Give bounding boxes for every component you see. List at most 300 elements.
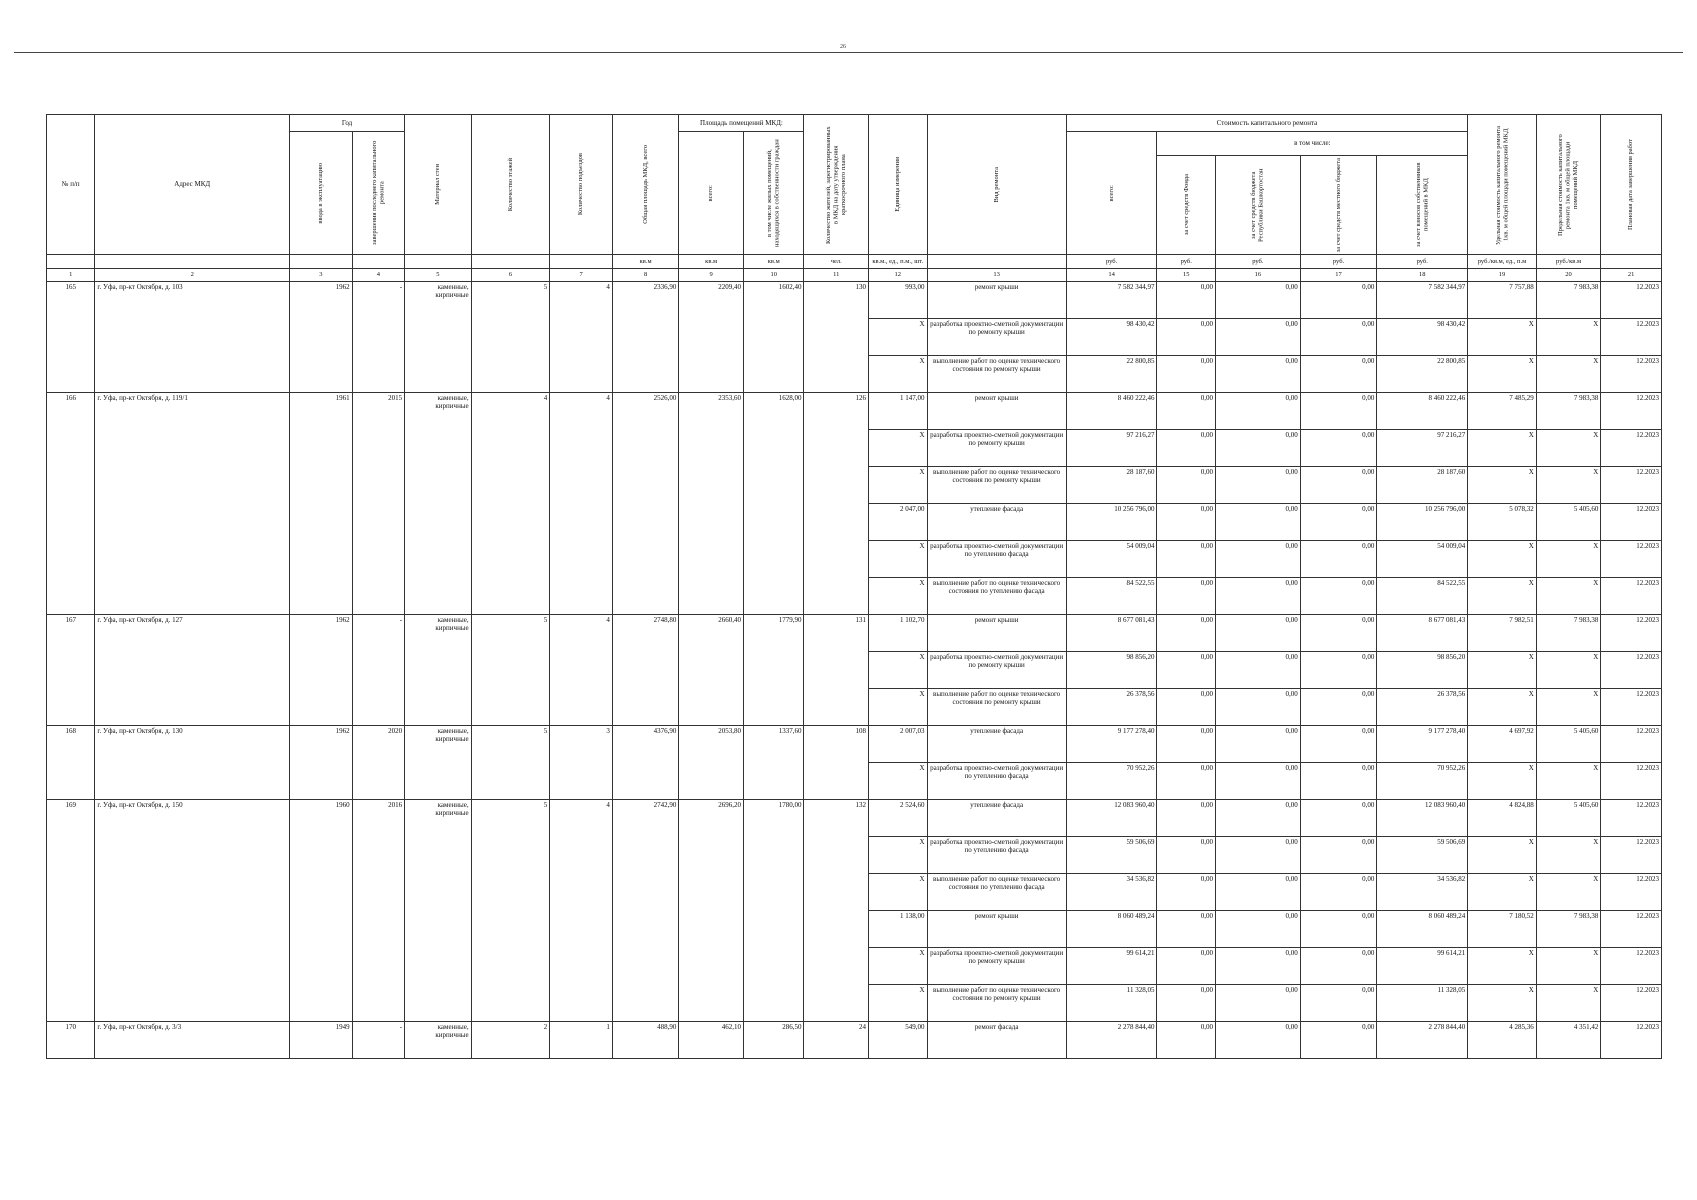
max-unit-cost: X — [1536, 985, 1601, 1022]
column-number: 10 — [743, 269, 804, 282]
cost-region-budget: 0,00 — [1215, 763, 1300, 800]
column-number: 13 — [927, 269, 1066, 282]
max-unit-cost: X — [1536, 874, 1601, 911]
column-number: 20 — [1536, 269, 1601, 282]
header-unit: Единица измерения — [869, 115, 928, 255]
header-residents: Количество жителей, зарегистрированных в МКД на дату утверждения краткосрочного плана — [804, 115, 869, 255]
floors-count: 2 — [471, 1022, 550, 1059]
cost-total: 7 582 344,97 — [1066, 282, 1157, 319]
page-number: 26 — [840, 44, 846, 50]
cost-total: 98 430,42 — [1066, 319, 1157, 356]
max-unit-cost: X — [1536, 356, 1601, 393]
year-last-repair: 2015 — [352, 393, 404, 615]
cost-total: 28 187,60 — [1066, 467, 1157, 504]
header-max-cost: Предельная стоимость капитального ремонта 1кв. м общей площади помещений МКД — [1536, 115, 1601, 255]
cost-owners: 98 856,20 — [1377, 652, 1468, 689]
cost-owners: 7 582 344,97 — [1377, 282, 1468, 319]
plan-date: 12.2023 — [1601, 1022, 1662, 1059]
cost-fund: 0,00 — [1157, 467, 1216, 504]
wall-material: каменные, кирпичные — [405, 800, 472, 1022]
area-total: 2353,60 — [679, 393, 744, 615]
year-last-repair: 2016 — [352, 800, 404, 1022]
repair-type: ремонт крыши — [927, 615, 1066, 652]
cost-region-budget: 0,00 — [1215, 467, 1300, 504]
cost-fund: 0,00 — [1157, 430, 1216, 467]
residents-count: 126 — [804, 393, 869, 615]
table-row — [47, 726, 1662, 763]
unit-cell — [471, 255, 550, 269]
work-unit-amount: 2 524,60 — [869, 800, 928, 837]
year-commission: 1949 — [290, 1022, 353, 1059]
column-number: 18 — [1377, 269, 1468, 282]
entrances-count: 1 — [550, 1022, 613, 1059]
work-unit-amount: X — [869, 874, 928, 911]
header-region-budget: за счет средств бюджета Республики Башкортостан — [1215, 156, 1300, 255]
repair-type: утепление фасада — [927, 726, 1066, 763]
max-unit-cost: 5 405,60 — [1536, 800, 1601, 837]
unit-cost: X — [1468, 948, 1537, 985]
work-unit-amount: X — [869, 652, 928, 689]
header-year-commission: ввода в эксплуатацию — [290, 132, 353, 255]
cost-region-budget: 0,00 — [1215, 615, 1300, 652]
cost-region-budget: 0,00 — [1215, 504, 1300, 541]
column-number: 21 — [1601, 269, 1662, 282]
cost-owners: 28 187,60 — [1377, 467, 1468, 504]
unit-cell — [47, 255, 95, 269]
unit-cell: руб. — [1066, 255, 1157, 269]
repair-type: выполнение работ по оценке технического состояния по ремонту крыши — [927, 467, 1066, 504]
plan-date: 12.2023 — [1601, 430, 1662, 467]
cost-fund: 0,00 — [1157, 356, 1216, 393]
cost-total: 26 378,56 — [1066, 689, 1157, 726]
repair-type: ремонт крыши — [927, 282, 1066, 319]
unit-cell — [352, 255, 404, 269]
max-unit-cost: X — [1536, 430, 1601, 467]
year-commission: 1960 — [290, 800, 353, 1022]
residents-count: 132 — [804, 800, 869, 1022]
cost-fund: 0,00 — [1157, 615, 1216, 652]
cost-local-budget: 0,00 — [1300, 689, 1377, 726]
cost-total: 59 506,69 — [1066, 837, 1157, 874]
unit-cell: руб./кв.м, ед., п.м — [1468, 255, 1537, 269]
cost-owners: 11 328,05 — [1377, 985, 1468, 1022]
work-unit-amount: 993,00 — [869, 282, 928, 319]
max-unit-cost: 4 351,42 — [1536, 1022, 1601, 1059]
unit-cell: руб. — [1157, 255, 1216, 269]
house-address: г. Уфа, пр-кт Октября, д. 150 — [95, 800, 290, 1022]
area-living: 1337,60 — [743, 726, 804, 800]
cost-fund: 0,00 — [1157, 985, 1216, 1022]
column-number: 17 — [1300, 269, 1377, 282]
year-last-repair: - — [352, 1022, 404, 1059]
unit-cost: 7 757,88 — [1468, 282, 1537, 319]
unit-cell: руб. — [1300, 255, 1377, 269]
cost-local-budget: 0,00 — [1300, 430, 1377, 467]
cost-owners: 8 677 081,43 — [1377, 615, 1468, 652]
repair-type: ремонт фасада — [927, 1022, 1066, 1059]
unit-cost: X — [1468, 652, 1537, 689]
column-number: 12 — [869, 269, 928, 282]
house-address: г. Уфа, пр-кт Октября, д. 130 — [95, 726, 290, 800]
unit-cost: X — [1468, 689, 1537, 726]
column-number: 1 — [47, 269, 95, 282]
header-repair-type: Вид ремонта — [927, 115, 1066, 255]
unit-cell: кв.м — [679, 255, 744, 269]
plan-date: 12.2023 — [1601, 837, 1662, 874]
unit-cost: 5 078,32 — [1468, 504, 1537, 541]
work-unit-amount: X — [869, 578, 928, 615]
work-unit-amount: X — [869, 467, 928, 504]
area-total: 2696,20 — [679, 800, 744, 1022]
header-cost-group: Стоимость капитального ремонта — [1066, 115, 1468, 132]
top-rule — [14, 52, 1683, 53]
area-total: 2660,40 — [679, 615, 744, 726]
plan-date: 12.2023 — [1601, 874, 1662, 911]
house-address: г. Уфа, пр-кт Октября, д. 119/1 — [95, 393, 290, 615]
header-floors: Количество этажей — [471, 115, 550, 255]
cost-owners: 97 216,27 — [1377, 430, 1468, 467]
cost-local-budget: 0,00 — [1300, 356, 1377, 393]
repair-type: утепление фасада — [927, 504, 1066, 541]
unit-cell: кв.м., ед., п.м., шт. — [869, 255, 928, 269]
cost-region-budget: 0,00 — [1215, 911, 1300, 948]
cost-fund: 0,00 — [1157, 393, 1216, 430]
unit-cost: X — [1468, 430, 1537, 467]
cost-local-budget: 0,00 — [1300, 1022, 1377, 1059]
cost-owners: 34 536,82 — [1377, 874, 1468, 911]
max-unit-cost: X — [1536, 652, 1601, 689]
residents-count: 130 — [804, 282, 869, 393]
cost-local-budget: 0,00 — [1300, 504, 1377, 541]
plan-date: 12.2023 — [1601, 763, 1662, 800]
repair-type: выполнение работ по оценке технического состояния по ремонту крыши — [927, 985, 1066, 1022]
cost-owners: 99 614,21 — [1377, 948, 1468, 985]
header-plan-date: Плановая дата завершения работ — [1601, 115, 1662, 255]
header-entrances: Количество подъездов — [550, 115, 613, 255]
plan-date: 12.2023 — [1601, 615, 1662, 652]
column-number: 6 — [471, 269, 550, 282]
total-area: 2742,90 — [612, 800, 679, 1022]
header-area-group: Площадь помещений МКД: — [679, 115, 804, 132]
column-number: 8 — [612, 269, 679, 282]
house-number: 167 — [47, 615, 95, 726]
work-unit-amount: X — [869, 985, 928, 1022]
cost-total: 22 800,85 — [1066, 356, 1157, 393]
unit-cost: X — [1468, 985, 1537, 1022]
cost-total: 2 278 844,40 — [1066, 1022, 1157, 1059]
max-unit-cost: X — [1536, 319, 1601, 356]
column-number: 15 — [1157, 269, 1216, 282]
area-total: 2209,40 — [679, 282, 744, 393]
work-unit-amount: 1 147,00 — [869, 393, 928, 430]
max-unit-cost: 5 405,60 — [1536, 726, 1601, 763]
cost-region-budget: 0,00 — [1215, 948, 1300, 985]
cost-fund: 0,00 — [1157, 837, 1216, 874]
plan-date: 12.2023 — [1601, 689, 1662, 726]
header-fund: за счет средств Фонда — [1157, 156, 1216, 255]
unit-cost: 4 697,92 — [1468, 726, 1537, 763]
cost-fund: 0,00 — [1157, 726, 1216, 763]
cost-total: 97 216,27 — [1066, 430, 1157, 467]
cost-owners: 10 256 796,00 — [1377, 504, 1468, 541]
plan-date: 12.2023 — [1601, 985, 1662, 1022]
table-row — [47, 800, 1662, 837]
unit-cell: руб./кв.м — [1536, 255, 1601, 269]
cost-owners: 8 060 489,24 — [1377, 911, 1468, 948]
repair-type: разработка проектно-сметной документации по ремонту крыши — [927, 652, 1066, 689]
cost-region-budget: 0,00 — [1215, 985, 1300, 1022]
plan-date: 12.2023 — [1601, 319, 1662, 356]
cost-total: 8 060 489,24 — [1066, 911, 1157, 948]
table-body — [47, 282, 1662, 1059]
cost-region-budget: 0,00 — [1215, 689, 1300, 726]
cost-owners: 54 009,04 — [1377, 541, 1468, 578]
cost-fund: 0,00 — [1157, 800, 1216, 837]
cost-local-budget: 0,00 — [1300, 282, 1377, 319]
max-unit-cost: X — [1536, 541, 1601, 578]
area-living: 1628,00 — [743, 393, 804, 615]
column-numbers-row — [47, 269, 1662, 282]
header-wall-material: Материал стен — [405, 115, 472, 255]
table-header — [47, 115, 1662, 282]
max-unit-cost: X — [1536, 948, 1601, 985]
repair-plan-table — [46, 114, 1662, 1059]
cost-region-budget: 0,00 — [1215, 1022, 1300, 1059]
floors-count: 4 — [471, 393, 550, 615]
header-area-total: всего: — [679, 132, 744, 255]
header-unit-cost: Удельная стоимость капитального ремонта 1кв. м общей площади помещений МКД — [1468, 115, 1537, 255]
unit-cost: X — [1468, 467, 1537, 504]
unit-cell — [290, 255, 353, 269]
cost-region-budget: 0,00 — [1215, 874, 1300, 911]
unit-cost: X — [1468, 356, 1537, 393]
table-row — [47, 1022, 1662, 1059]
total-area: 4376,90 — [612, 726, 679, 800]
repair-type: выполнение работ по оценке технического состояния по ремонту крыши — [927, 689, 1066, 726]
plan-date: 12.2023 — [1601, 467, 1662, 504]
year-last-repair: - — [352, 282, 404, 393]
header-cost-total: всего: — [1066, 132, 1157, 255]
column-number: 4 — [352, 269, 404, 282]
house-number: 168 — [47, 726, 95, 800]
unit-cost: X — [1468, 319, 1537, 356]
wall-material: каменные, кирпичные — [405, 615, 472, 726]
year-commission: 1962 — [290, 726, 353, 800]
max-unit-cost: X — [1536, 837, 1601, 874]
cost-region-budget: 0,00 — [1215, 393, 1300, 430]
plan-date: 12.2023 — [1601, 393, 1662, 430]
cost-region-budget: 0,00 — [1215, 726, 1300, 763]
year-last-repair: 2020 — [352, 726, 404, 800]
unit-cell: чел. — [804, 255, 869, 269]
unit-cell: руб. — [1377, 255, 1468, 269]
repair-type: разработка проектно-сметной документации по ремонту крыши — [927, 948, 1066, 985]
repair-type: ремонт крыши — [927, 393, 1066, 430]
cost-local-budget: 0,00 — [1300, 578, 1377, 615]
cost-local-budget: 0,00 — [1300, 837, 1377, 874]
work-unit-amount: X — [869, 689, 928, 726]
work-unit-amount: X — [869, 948, 928, 985]
header-owners: за счет взносов собственников помещений в МКД — [1377, 156, 1468, 255]
column-number: 19 — [1468, 269, 1537, 282]
column-number: 9 — [679, 269, 744, 282]
cost-fund: 0,00 — [1157, 319, 1216, 356]
max-unit-cost: 5 405,60 — [1536, 504, 1601, 541]
table-row — [47, 282, 1662, 319]
unit-cell — [405, 255, 472, 269]
unit-cost: X — [1468, 874, 1537, 911]
work-unit-amount: X — [869, 319, 928, 356]
cost-owners: 12 083 960,40 — [1377, 800, 1468, 837]
max-unit-cost: X — [1536, 467, 1601, 504]
cost-local-budget: 0,00 — [1300, 948, 1377, 985]
column-number: 11 — [804, 269, 869, 282]
unit-cost: X — [1468, 578, 1537, 615]
residents-count: 108 — [804, 726, 869, 800]
cost-total: 12 083 960,40 — [1066, 800, 1157, 837]
cost-owners: 22 800,85 — [1377, 356, 1468, 393]
cost-owners: 9 177 278,40 — [1377, 726, 1468, 763]
house-number: 170 — [47, 1022, 95, 1059]
cost-local-budget: 0,00 — [1300, 319, 1377, 356]
cost-region-budget: 0,00 — [1215, 282, 1300, 319]
cost-local-budget: 0,00 — [1300, 874, 1377, 911]
column-number: 16 — [1215, 269, 1300, 282]
cost-local-budget: 0,00 — [1300, 615, 1377, 652]
unit-cost: 7 485,29 — [1468, 393, 1537, 430]
year-commission: 1961 — [290, 393, 353, 615]
cost-region-budget: 0,00 — [1215, 356, 1300, 393]
wall-material: каменные, кирпичные — [405, 282, 472, 393]
cost-region-budget: 0,00 — [1215, 652, 1300, 689]
cost-region-budget: 0,00 — [1215, 837, 1300, 874]
cost-total: 8 460 222,46 — [1066, 393, 1157, 430]
max-unit-cost: X — [1536, 763, 1601, 800]
unit-cost: X — [1468, 837, 1537, 874]
unit-cell: кв.м — [743, 255, 804, 269]
unit-cost: X — [1468, 763, 1537, 800]
work-unit-amount: 1 102,70 — [869, 615, 928, 652]
work-unit-amount: X — [869, 541, 928, 578]
work-unit-amount: 549,00 — [869, 1022, 928, 1059]
area-living: 1780,00 — [743, 800, 804, 1022]
cost-region-budget: 0,00 — [1215, 430, 1300, 467]
cost-total: 11 328,05 — [1066, 985, 1157, 1022]
total-area: 2336,90 — [612, 282, 679, 393]
cost-fund: 0,00 — [1157, 911, 1216, 948]
cost-owners: 8 460 222,46 — [1377, 393, 1468, 430]
header-local-budget: за счет средств местного бюджета — [1300, 156, 1377, 255]
cost-owners: 98 430,42 — [1377, 319, 1468, 356]
plan-date: 12.2023 — [1601, 504, 1662, 541]
cost-owners: 70 952,26 — [1377, 763, 1468, 800]
column-number: 2 — [95, 269, 290, 282]
cost-total: 9 177 278,40 — [1066, 726, 1157, 763]
wall-material: каменные, кирпичные — [405, 1022, 472, 1059]
cost-region-budget: 0,00 — [1215, 319, 1300, 356]
work-unit-amount: 1 138,00 — [869, 911, 928, 948]
cost-fund: 0,00 — [1157, 689, 1216, 726]
cost-total: 8 677 081,43 — [1066, 615, 1157, 652]
unit-cell: кв.м — [612, 255, 679, 269]
max-unit-cost: 7 983,38 — [1536, 911, 1601, 948]
max-unit-cost: X — [1536, 578, 1601, 615]
cost-region-budget: 0,00 — [1215, 800, 1300, 837]
repair-type: разработка проектно-сметной документации по утеплению фасада — [927, 541, 1066, 578]
column-number: 7 — [550, 269, 613, 282]
plan-date: 12.2023 — [1601, 541, 1662, 578]
floors-count: 5 — [471, 282, 550, 393]
cost-fund: 0,00 — [1157, 874, 1216, 911]
entrances-count: 3 — [550, 726, 613, 800]
units-row — [47, 255, 1662, 269]
cost-total: 10 256 796,00 — [1066, 504, 1157, 541]
work-unit-amount: 2 007,03 — [869, 726, 928, 763]
entrances-count: 4 — [550, 800, 613, 1022]
cost-total: 98 856,20 — [1066, 652, 1157, 689]
repair-type: выполнение работ по оценке технического состояния по утеплению фасада — [927, 578, 1066, 615]
cost-fund: 0,00 — [1157, 541, 1216, 578]
header-incl-group: в том числе: — [1157, 132, 1468, 156]
cost-fund: 0,00 — [1157, 948, 1216, 985]
table-row — [47, 615, 1662, 652]
column-number: 5 — [405, 269, 472, 282]
work-unit-amount: X — [869, 763, 928, 800]
cost-fund: 0,00 — [1157, 282, 1216, 319]
work-unit-amount: 2 047,00 — [869, 504, 928, 541]
area-total: 462,10 — [679, 1022, 744, 1059]
cost-total: 54 009,04 — [1066, 541, 1157, 578]
cost-total: 34 536,82 — [1066, 874, 1157, 911]
wall-material: каменные, кирпичные — [405, 393, 472, 615]
cost-owners: 2 278 844,40 — [1377, 1022, 1468, 1059]
cost-local-budget: 0,00 — [1300, 763, 1377, 800]
house-address: г. Уфа, пр-кт Октября, д. 127 — [95, 615, 290, 726]
header-total-area: Общая площадь МКД, всего — [612, 115, 679, 255]
repair-plan-table-wrapper — [46, 114, 1662, 1059]
cost-local-budget: 0,00 — [1300, 541, 1377, 578]
unit-cell: руб. — [1215, 255, 1300, 269]
repair-type: утепление фасада — [927, 800, 1066, 837]
column-number: 3 — [290, 269, 353, 282]
repair-type: разработка проектно-сметной документации по утеплению фасада — [927, 763, 1066, 800]
header-year-last-repair: завершения последнего капитального ремонта — [352, 132, 404, 255]
cost-fund: 0,00 — [1157, 763, 1216, 800]
cost-fund: 0,00 — [1157, 504, 1216, 541]
total-area: 2748,80 — [612, 615, 679, 726]
unit-cost: 7 982,51 — [1468, 615, 1537, 652]
cost-total: 99 614,21 — [1066, 948, 1157, 985]
cost-local-budget: 0,00 — [1300, 652, 1377, 689]
cost-owners: 59 506,69 — [1377, 837, 1468, 874]
residents-count: 131 — [804, 615, 869, 726]
cost-owners: 26 378,56 — [1377, 689, 1468, 726]
unit-cost: 4 285,36 — [1468, 1022, 1537, 1059]
unit-cost: 7 180,52 — [1468, 911, 1537, 948]
wall-material: каменные, кирпичные — [405, 726, 472, 800]
work-unit-amount: X — [869, 356, 928, 393]
unit-cost: X — [1468, 541, 1537, 578]
cost-local-budget: 0,00 — [1300, 726, 1377, 763]
cost-local-budget: 0,00 — [1300, 911, 1377, 948]
cost-local-budget: 0,00 — [1300, 800, 1377, 837]
floors-count: 5 — [471, 726, 550, 800]
header-year-group: Год — [290, 115, 405, 132]
cost-local-budget: 0,00 — [1300, 985, 1377, 1022]
repair-type: разработка проектно-сметной документации по ремонту крыши — [927, 430, 1066, 467]
year-commission: 1962 — [290, 282, 353, 393]
header-area-living: в том числе жилых помещений, находящихся в собственности граждан — [743, 132, 804, 255]
